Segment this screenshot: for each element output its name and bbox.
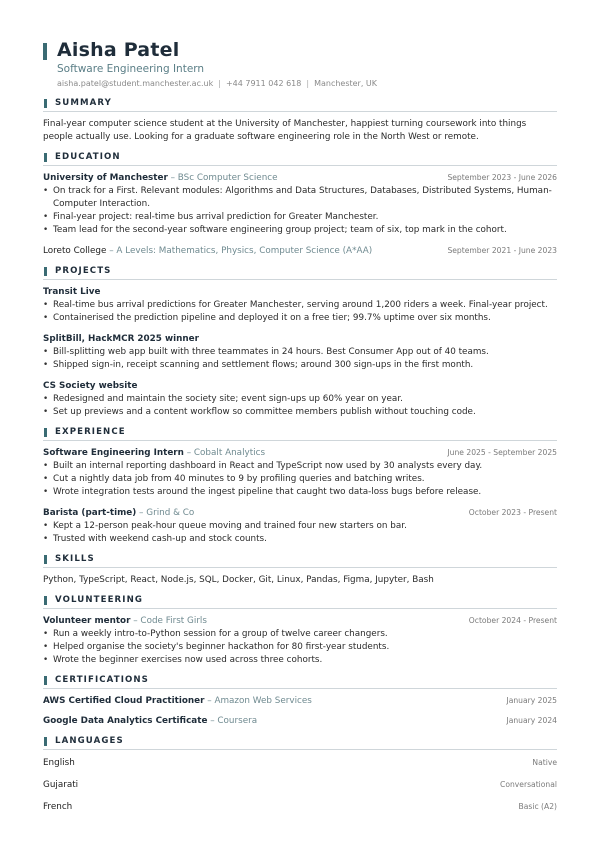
bullet-item: • Kept a 12-person peak-hour queue moving and trained four new starters on bar. bbox=[43, 520, 557, 533]
language-name: Gujarati bbox=[43, 780, 79, 790]
project-name: SplitBill, HackMCR 2025 winner bbox=[43, 334, 199, 344]
languages-section bbox=[43, 735, 557, 815]
section-title: PROJECTS bbox=[55, 266, 112, 276]
bullet-item: • Real-time bus arrival predictions for Greater Manchester, serving around 1,200 riders a week. Final-year project. bbox=[43, 299, 557, 312]
section-marker bbox=[44, 737, 47, 746]
summary-section bbox=[43, 97, 557, 144]
bullet-item: • Redesigned and maintain the society site; event sign-ups up 60% year on year. bbox=[43, 393, 557, 406]
language-entry bbox=[43, 758, 557, 771]
education-entry bbox=[43, 172, 557, 237]
certification-issuer: – Coursera bbox=[207, 716, 258, 726]
entry-date: October 2023 - Present bbox=[468, 508, 557, 517]
section-heading bbox=[43, 553, 557, 568]
language-entry bbox=[43, 780, 557, 793]
project-name: CS Society website bbox=[43, 381, 138, 391]
certification-entry bbox=[43, 715, 557, 728]
section-heading bbox=[43, 594, 557, 609]
bullet-item: • Wrote integration tests around the ingest pipeline that caught two data-loss bugs before release. bbox=[43, 486, 557, 499]
contact-separator: | bbox=[218, 79, 221, 88]
entry-date: June 2025 - September 2025 bbox=[447, 448, 557, 457]
bullet-item: • Cut a nightly data job from 40 minutes to 9 by profiling queries and batching writes. bbox=[43, 473, 557, 486]
entry-date: September 2021 - June 2023 bbox=[447, 246, 557, 255]
volunteer-role: Volunteer mentor bbox=[43, 616, 131, 626]
bullet-item: • Team lead for the second-year software engineering group project; team of six, top mark in the cohort. bbox=[43, 224, 557, 237]
section-title: EDUCATION bbox=[55, 152, 121, 162]
certifications-section bbox=[43, 674, 557, 728]
certification-name: Google Data Analytics Certificate bbox=[43, 716, 208, 726]
section-title: LANGUAGES bbox=[55, 736, 124, 746]
education-section bbox=[43, 151, 557, 258]
section-heading bbox=[43, 97, 557, 112]
entry-date: January 2024 bbox=[506, 716, 557, 725]
section-heading bbox=[43, 426, 557, 441]
institution-name: University of Manchester bbox=[43, 173, 168, 183]
volunteer-organization: – Code First Girls bbox=[130, 616, 207, 626]
employer: – Grind & Co bbox=[136, 508, 195, 518]
section-heading bbox=[43, 151, 557, 166]
project-entry bbox=[43, 380, 557, 419]
bullet-item: • Helped organise the society's beginner hackathon for 80 first-year students. bbox=[43, 641, 557, 654]
section-marker bbox=[44, 428, 47, 437]
candidate-role: Software Engineering Intern bbox=[57, 63, 205, 75]
degree: – BSc Computer Science bbox=[167, 173, 278, 183]
experience-section bbox=[43, 426, 557, 546]
degree: – A Levels: Mathematics, Physics, Computer Science (A*AA) bbox=[106, 246, 373, 256]
education-entry bbox=[43, 245, 557, 258]
certification-entry bbox=[43, 695, 557, 708]
skills-list: Python, TypeScript, React, Node.js, SQL, Docker, Git, Linux, Pandas, Figma, Jupyter, Bash bbox=[43, 575, 434, 585]
institution-name: Loreto College bbox=[43, 246, 107, 256]
section-title: SUMMARY bbox=[55, 98, 112, 108]
experience-entry bbox=[43, 507, 557, 546]
section-marker bbox=[44, 676, 47, 685]
language-level: Native bbox=[532, 758, 557, 767]
section-marker bbox=[44, 267, 47, 276]
section-title: CERTIFICATIONS bbox=[55, 675, 149, 685]
job-title: Software Engineering Intern bbox=[43, 448, 184, 458]
resume-header bbox=[43, 40, 557, 90]
section-title: VOLUNTEERING bbox=[55, 595, 144, 605]
section-marker bbox=[44, 555, 47, 564]
candidate-name: Aisha Patel bbox=[57, 39, 180, 61]
section-marker bbox=[44, 153, 47, 162]
section-marker bbox=[44, 99, 47, 108]
section-heading bbox=[43, 674, 557, 689]
bullet-item: • Set up previews and a content workflow so committee members publish without touching code. bbox=[43, 406, 557, 419]
project-entry bbox=[43, 333, 557, 372]
language-name: English bbox=[43, 758, 75, 768]
bullet-item: • On track for a First. Relevant modules: Algorithms and Data Structures, Databases, Distributed Systems, Human-Computer Interaction. bbox=[43, 185, 557, 211]
job-title: Barista (part-time) bbox=[43, 508, 137, 518]
bullet-item: • Run a weekly intro-to-Python session for a group of twelve career changers. bbox=[43, 628, 557, 641]
volunteering-section bbox=[43, 594, 557, 667]
certification-name: AWS Certified Cloud Practitioner bbox=[43, 696, 205, 706]
language-level: Conversational bbox=[500, 780, 557, 789]
entry-date: October 2024 - Present bbox=[468, 616, 557, 625]
phone-number[interactable]: +44 7911 042 618 bbox=[225, 79, 302, 88]
entry-date: September 2023 - June 2026 bbox=[447, 173, 557, 182]
bullet-item: • Containerised the prediction pipeline and deployed it on a free tier; 99.7% uptime over six months. bbox=[43, 312, 557, 325]
language-entry bbox=[43, 802, 557, 815]
section-heading bbox=[43, 735, 557, 750]
entry-date: January 2025 bbox=[506, 696, 557, 705]
location: Manchester, UK bbox=[314, 79, 378, 88]
experience-entry bbox=[43, 447, 557, 499]
summary-text: Final-year computer science student at the University of Manchester, happiest turning coursework into things people actually use. Looking for a graduate software engineering role in the North West or remote. bbox=[43, 119, 527, 142]
section-heading bbox=[43, 265, 557, 280]
section-marker bbox=[44, 596, 47, 605]
bullet-item: • Bill-splitting web app built with three teammates in 24 hours. Best Consumer App out of 40 teams. bbox=[43, 346, 557, 359]
bullet-item: • Final-year project: real-time bus arrival prediction for Greater Manchester. bbox=[43, 211, 557, 224]
section-title: SKILLS bbox=[55, 554, 95, 564]
project-name: Transit Live bbox=[43, 287, 101, 297]
bullet-item: • Wrote the beginner exercises now used across three cohorts. bbox=[43, 654, 557, 667]
email-link[interactable]: aisha.patel@student.manchester.ac.uk bbox=[57, 79, 214, 88]
bullet-item: • Built an internal reporting dashboard in React and TypeScript now used by 30 analysts every day. bbox=[43, 460, 557, 473]
language-level: Basic (A2) bbox=[518, 802, 557, 811]
bullet-item: • Shipped sign-in, receipt scanning and settlement flows; around 300 sign-ups in the first month. bbox=[43, 359, 557, 372]
employer: – Cobalt Analytics bbox=[183, 448, 266, 458]
volunteering-entry bbox=[43, 615, 557, 667]
projects-section bbox=[43, 265, 557, 419]
contact-line bbox=[57, 77, 557, 90]
section-title: EXPERIENCE bbox=[55, 427, 126, 437]
bullet-item: • Trusted with weekend cash-up and stock counts. bbox=[43, 533, 557, 546]
contact-separator: | bbox=[306, 79, 310, 88]
certification-issuer: – Amazon Web Services bbox=[204, 696, 312, 706]
header-accent-bar bbox=[43, 43, 47, 60]
project-entry bbox=[43, 286, 557, 325]
skills-section bbox=[43, 553, 557, 587]
language-name: French bbox=[43, 802, 73, 812]
